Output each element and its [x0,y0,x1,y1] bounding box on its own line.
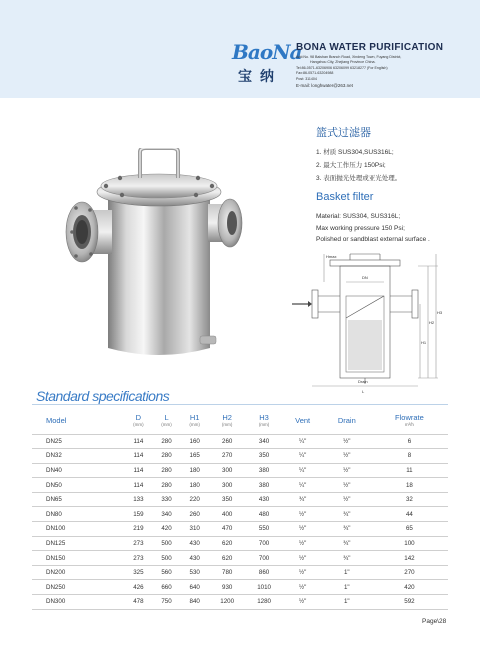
technical-drawing [290,252,450,394]
contact-block [296,55,466,88]
table-cell: 325 [124,565,152,580]
table-row [32,449,448,464]
table-cell: ¾" [323,536,371,551]
model-cell: DN100 [32,522,124,537]
table-cell: ¼" [283,449,323,464]
label-dn: DN [362,275,368,280]
feature-item-cn: 2. 最大工作压力 150Psi; [316,162,386,169]
table-cell: 1280 [246,595,283,610]
table-cell: 280 [152,434,180,449]
table-cell: 420 [371,580,448,595]
page-number: Page\28 [422,618,447,625]
table-cell: ¼" [283,463,323,478]
address-line: Post: 311404 [296,76,317,81]
table-cell: 160 [181,434,209,449]
table-cell: 273 [124,551,152,566]
table-row [32,595,448,610]
spec-table [32,408,448,610]
feature-item-cn: 3. 表面抛光处理或亚光处理。 [316,175,402,182]
feature-item-cn: 1. 材质 SUS304,SUS316L; [316,149,394,156]
table-cell: 1" [323,595,371,610]
address-line: Hangzhou City, Zhejiang Province China. [310,60,376,65]
table-cell: ½" [323,434,371,449]
company-name: BONA WATER PURIFICATION [296,42,444,53]
table-cell: 430 [181,551,209,566]
model-cell: DN50 [32,478,124,493]
table-cell: 280 [152,463,180,478]
table-cell: 480 [246,507,283,522]
label-h1: H1 [421,340,427,345]
table-cell: 1200 [209,595,246,610]
label-hmax: Hmax [326,254,337,259]
table-cell: 930 [209,580,246,595]
table-cell: 500 [152,536,180,551]
table-row [32,463,448,478]
table-cell: 100 [371,536,448,551]
table-row [32,492,448,507]
table-cell: 340 [152,507,180,522]
feature-list-en [316,211,430,246]
table-cell: 165 [181,449,209,464]
col-header: H1 (mm) [189,412,200,427]
table-cell: ¼" [283,478,323,493]
model-cell: DN200 [32,565,124,580]
table-cell: 500 [152,551,180,566]
table-cell: 114 [124,478,152,493]
model-cell: DN300 [32,595,124,610]
table-cell: 350 [209,492,246,507]
table-cell: ½" [283,536,323,551]
table-cell: 380 [246,463,283,478]
table-row [32,478,448,493]
table-row [32,507,448,522]
table-cell: ½" [283,565,323,580]
email-address: E-mail: longhwater@263.net [296,83,353,89]
col-header: H3 (mm) [258,412,270,427]
table-cell: 1" [323,580,371,595]
model-cell: DN250 [32,580,124,595]
logo-chinese-text: 宝纳 [238,69,282,85]
table-cell: 300 [209,463,246,478]
table-cell: 560 [152,565,180,580]
table-header-row [32,408,448,434]
table-cell: ½" [323,449,371,464]
table-cell: 780 [209,565,246,580]
table-cell: 219 [124,522,152,537]
table-cell: 660 [152,580,180,595]
table-cell: ½" [323,463,371,478]
table-row [32,565,448,580]
table-cell: 8 [371,449,448,464]
feature-item-en: Max working pressure 150 Psi; [316,224,405,232]
table-cell: ½" [283,522,323,537]
table-cell: 310 [181,522,209,537]
table-cell: 350 [246,449,283,464]
label-h2: H2 [429,320,435,325]
table-cell: 620 [209,536,246,551]
table-cell: 180 [181,478,209,493]
table-cell: ¼" [283,434,323,449]
table-cell: 180 [181,463,209,478]
table-cell: 260 [209,434,246,449]
table-cell: 860 [246,565,283,580]
table-cell: 114 [124,434,152,449]
table-cell: 400 [209,507,246,522]
table-cell: 18 [371,478,448,493]
table-cell: 280 [152,478,180,493]
table-cell: 220 [181,492,209,507]
table-cell: 640 [181,580,209,595]
table-cell: 6 [371,434,448,449]
model-cell: DN150 [32,551,124,566]
table-cell: 1" [323,565,371,580]
address-line: Fax:86-0571-63204988 [296,71,334,76]
header-band [0,0,480,98]
table-cell: ½" [283,580,323,595]
table-row [32,434,448,449]
table-cell: ½" [323,492,371,507]
table-cell: 340 [246,434,283,449]
table-cell: ¾" [323,551,371,566]
model-cell: DN80 [32,507,124,522]
table-cell: 420 [152,522,180,537]
model-cell: DN32 [32,449,124,464]
table-cell: ¾" [283,492,323,507]
table-cell: 65 [371,522,448,537]
col-header: Flowrate m³/h [395,412,424,427]
table-cell: 380 [246,478,283,493]
table-cell: 430 [181,536,209,551]
model-cell: DN125 [32,536,124,551]
table-cell: 11 [371,463,448,478]
label-drain: Drain [358,379,368,384]
col-header: Model [46,415,67,425]
table-cell: 478 [124,595,152,610]
basket-filter-photo [60,148,260,378]
table-row [32,580,448,595]
logo-latin-text: BaoNa [232,40,302,64]
table-cell: 142 [371,551,448,566]
table-cell: 32 [371,492,448,507]
table-cell: 300 [209,478,246,493]
table-cell: 840 [181,595,209,610]
table-cell: ¾" [323,507,371,522]
table-cell: 133 [124,492,152,507]
label-h3: H3 [437,310,443,315]
table-cell: 1010 [246,580,283,595]
col-header: Drain [337,415,356,425]
table-cell: 700 [246,536,283,551]
table-cell: ½" [283,551,323,566]
table-cell: 273 [124,536,152,551]
col-header: D (mm) [133,412,144,427]
table-cell: ½" [283,595,323,610]
table-row [32,522,448,537]
feature-list-cn [316,146,401,185]
table-cell: ½" [283,507,323,522]
table-cell: 426 [124,580,152,595]
feature-item-en: Polished or sandblast external surface . [316,236,430,243]
table-cell: 330 [152,492,180,507]
company-logo [232,40,302,92]
product-title-cn: 篮式过滤器 [316,127,371,139]
table-cell: 620 [209,551,246,566]
table-row [32,536,448,551]
table-cell: 270 [209,449,246,464]
col-header: Vent [295,415,311,425]
table-cell: 270 [371,565,448,580]
table-cell: 550 [246,522,283,537]
table-cell: 592 [371,595,448,610]
table-cell: 750 [152,595,180,610]
table-cell: ½" [323,478,371,493]
table-cell: 430 [246,492,283,507]
table-cell: 114 [124,449,152,464]
col-header: H2 (mm) [221,412,233,427]
model-cell: DN65 [32,492,124,507]
table-cell: 159 [124,507,152,522]
section-divider [32,404,448,405]
table-cell: 700 [246,551,283,566]
table-cell: 530 [181,565,209,580]
spec-table-body [32,434,448,609]
table-row [32,551,448,566]
product-title-en: Basket filter [316,191,374,203]
table-cell: 44 [371,507,448,522]
label-l: L [362,389,365,394]
model-cell: DN40 [32,463,124,478]
table-cell: 114 [124,463,152,478]
feature-item-en: Material: SUS304, SUS316L; [316,213,401,220]
address-line: Tel:86-0571-63206906 63206099 63218277 (For English) [296,65,388,70]
table-cell: 470 [209,522,246,537]
model-cell: DN25 [32,434,124,449]
col-header: L (mm) [161,412,172,427]
table-cell: ¾" [323,522,371,537]
address-line: Add:No. 98 Baishan Branch Road, Xindeng Town, Fuyang District, [296,55,402,59]
spec-section-title: Standard specifications [36,388,170,404]
table-cell: 280 [152,449,180,464]
table-cell: 260 [181,507,209,522]
